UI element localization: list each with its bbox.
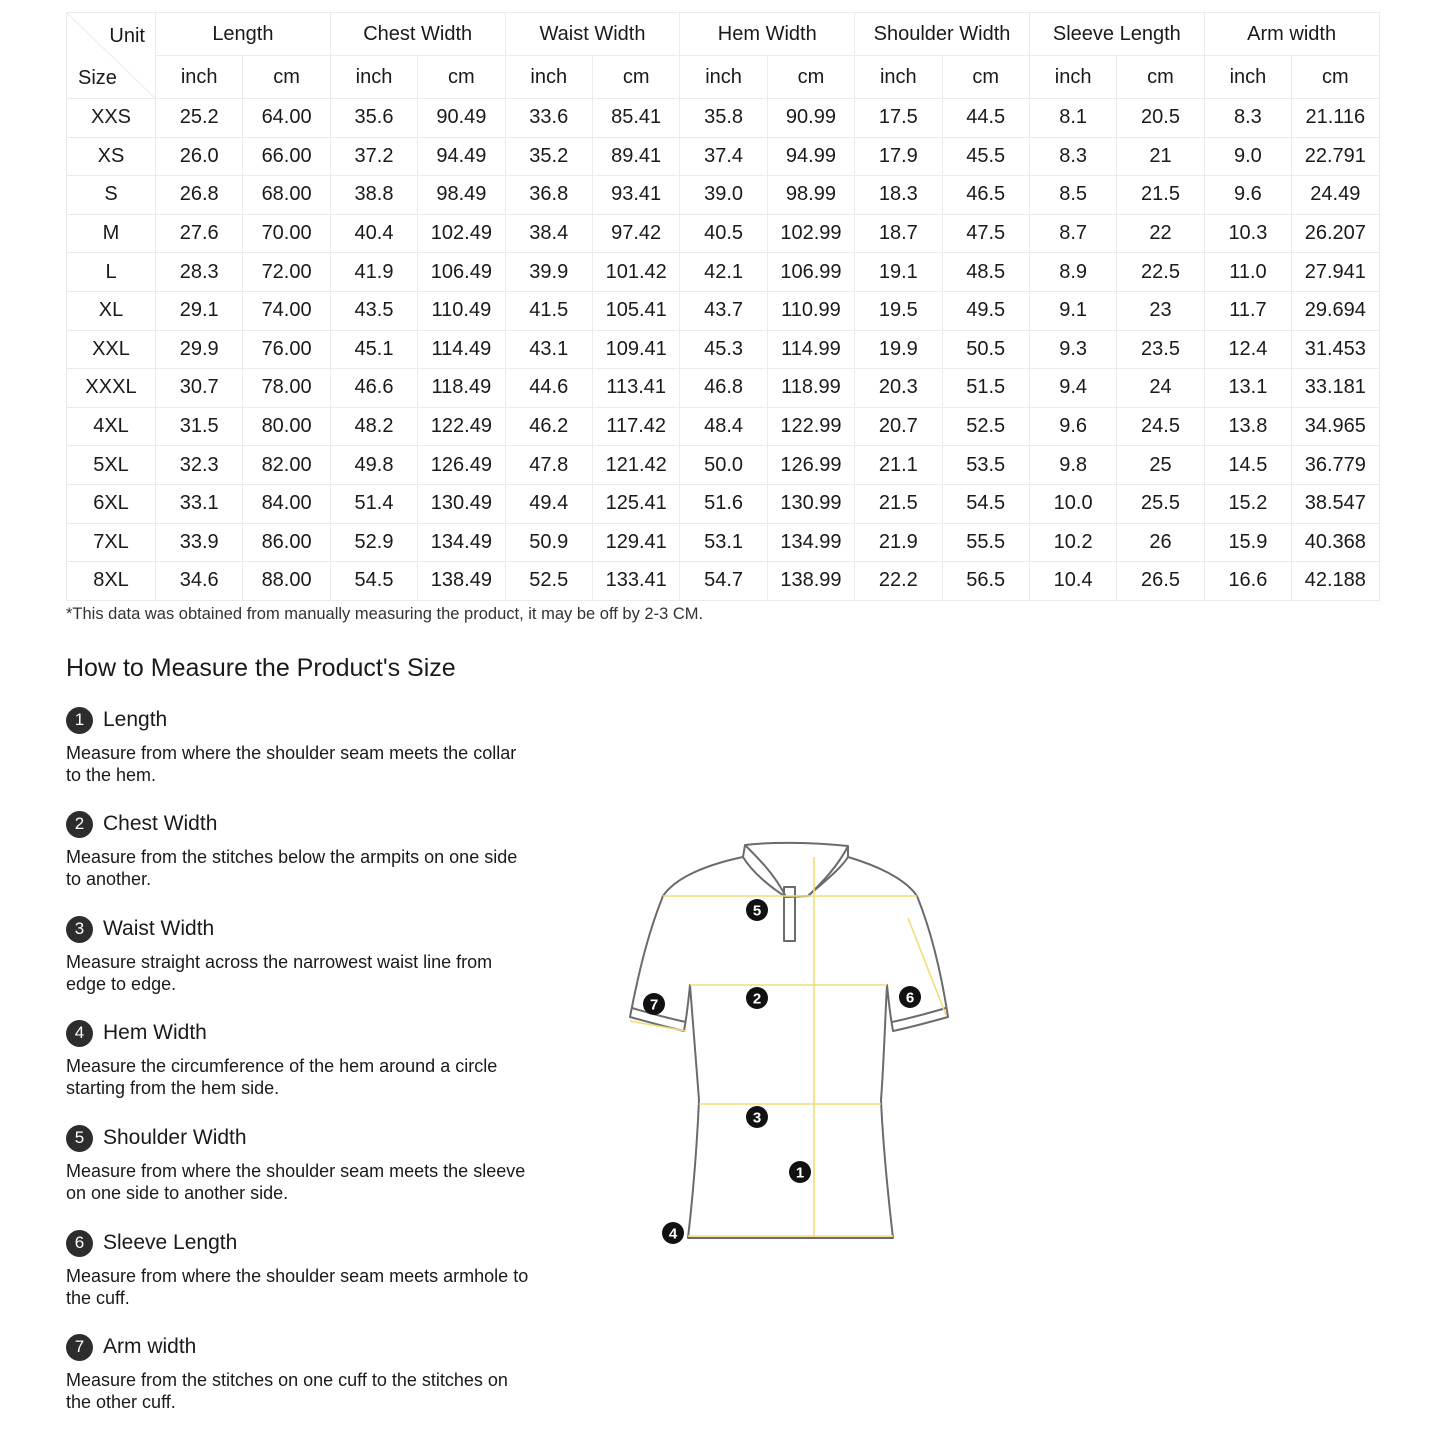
step-title: Chest Width xyxy=(103,812,218,835)
marker-2 xyxy=(746,987,768,1009)
measurement-cell: 50.5 xyxy=(942,330,1029,369)
measurement-cell: 37.4 xyxy=(680,137,767,176)
measurement-cell: 53.1 xyxy=(680,523,767,562)
measurement-cell: 8.7 xyxy=(1029,214,1116,253)
marker-6 xyxy=(899,986,921,1008)
measurement-cell: 129.41 xyxy=(592,523,679,562)
measurement-cell: 10.2 xyxy=(1029,523,1116,562)
marker-7 xyxy=(643,993,665,1015)
measurement-cell: 54.7 xyxy=(680,562,767,601)
size-row xyxy=(67,137,1380,176)
size-row xyxy=(67,369,1380,408)
measurement-cell: 25 xyxy=(1117,446,1204,485)
size-cell: XS xyxy=(67,137,156,176)
size-table-body xyxy=(67,99,1380,601)
measurement-cell: 10.0 xyxy=(1029,484,1116,523)
measurement-cell: 23.5 xyxy=(1117,330,1204,369)
unit-inch-header: inch xyxy=(1029,56,1116,99)
measurement-cell: 22.2 xyxy=(855,562,942,601)
unit-header-row xyxy=(67,56,1380,99)
measurement-cell: 34.965 xyxy=(1292,407,1379,446)
measurement-cell: 31.5 xyxy=(156,407,243,446)
measurement-cell: 26.207 xyxy=(1292,214,1379,253)
measurement-cell: 17.9 xyxy=(855,137,942,176)
measurement-cell: 27.6 xyxy=(156,214,243,253)
measurement-cell: 54.5 xyxy=(330,562,417,601)
measurement-cell: 9.3 xyxy=(1029,330,1116,369)
measurement-cell: 78.00 xyxy=(243,369,330,408)
size-cell: S xyxy=(67,176,156,215)
measurement-cell: 8.9 xyxy=(1029,253,1116,292)
measurement-cell: 12.4 xyxy=(1204,330,1291,369)
shirt-outline xyxy=(630,843,948,1238)
unit-label: Unit xyxy=(109,25,145,47)
measurement-cell: 33.181 xyxy=(1292,369,1379,408)
measurement-cell: 20.5 xyxy=(1117,99,1204,138)
measurement-cell: 48.4 xyxy=(680,407,767,446)
measurement-cell: 101.42 xyxy=(592,253,679,292)
guide-step-chest-width xyxy=(66,808,536,890)
measurement-cell: 27.941 xyxy=(1292,253,1379,292)
unit-cm-header: cm xyxy=(1117,56,1204,99)
column-header-arm-width: Arm width xyxy=(1204,13,1379,56)
measurement-cell: 85.41 xyxy=(592,99,679,138)
measurement-cell: 48.5 xyxy=(942,253,1029,292)
step-title: Sleeve Length xyxy=(103,1231,238,1254)
measurement-cell: 48.2 xyxy=(330,407,417,446)
measurement-cell: 70.00 xyxy=(243,214,330,253)
column-header-shoulder-width: Shoulder Width xyxy=(855,13,1030,56)
size-chart-table xyxy=(66,12,1380,601)
measurement-cell: 29.694 xyxy=(1292,291,1379,330)
measurement-cell: 134.49 xyxy=(418,523,505,562)
measurement-cell: 39.9 xyxy=(505,253,592,292)
measurement-cell: 26.8 xyxy=(156,176,243,215)
measurement-cell: 18.7 xyxy=(855,214,942,253)
measurement-header-row xyxy=(67,13,1380,56)
size-cell: 4XL xyxy=(67,407,156,446)
measurement-cell: 93.41 xyxy=(592,176,679,215)
measurement-cell: 51.5 xyxy=(942,369,1029,408)
step-number-badge: 4 xyxy=(66,1020,93,1047)
measurement-cell: 34.6 xyxy=(156,562,243,601)
step-description: Measure from where the shoulder seam meets the collar to the hem. xyxy=(66,743,517,785)
size-cell: XL xyxy=(67,291,156,330)
measurement-cell: 114.49 xyxy=(418,330,505,369)
step-number-badge: 7 xyxy=(66,1334,93,1361)
column-header-sleeve-length: Sleeve Length xyxy=(1029,13,1204,56)
step-title: Arm width xyxy=(103,1335,197,1358)
measurement-cell: 47.5 xyxy=(942,214,1029,253)
size-row xyxy=(67,291,1380,330)
measurement-cell: 13.8 xyxy=(1204,407,1291,446)
measurement-cell: 90.99 xyxy=(767,99,854,138)
measurement-cell: 122.49 xyxy=(418,407,505,446)
marker-3 xyxy=(746,1106,768,1128)
measurement-cell: 43.7 xyxy=(680,291,767,330)
measurement-cell: 89.41 xyxy=(592,137,679,176)
measurement-cell: 20.7 xyxy=(855,407,942,446)
measurement-cell: 11.0 xyxy=(1204,253,1291,292)
svg-text:4: 4 xyxy=(668,1225,678,1243)
measurement-cell: 46.6 xyxy=(330,369,417,408)
unit-size-corner-cell xyxy=(67,13,156,99)
measurement-cell: 39.0 xyxy=(680,176,767,215)
guide-step-arm-width xyxy=(66,1331,536,1413)
size-row xyxy=(67,562,1380,601)
measurement-cell: 53.5 xyxy=(942,446,1029,485)
size-cell: XXL xyxy=(67,330,156,369)
measurement-cell: 31.453 xyxy=(1292,330,1379,369)
measurement-cell: 55.5 xyxy=(942,523,1029,562)
measurement-cell: 50.0 xyxy=(680,446,767,485)
step-number-badge: 5 xyxy=(66,1125,93,1152)
measurement-cell: 17.5 xyxy=(855,99,942,138)
measurement-cell: 8.3 xyxy=(1029,137,1116,176)
step-description: Measure straight across the narrowest waist line from edge to edge. xyxy=(66,952,493,994)
measurement-cell: 43.5 xyxy=(330,291,417,330)
size-cell: XXS xyxy=(67,99,156,138)
guide-step-length xyxy=(66,704,536,786)
column-header-chest-width: Chest Width xyxy=(330,13,505,56)
measurement-cell: 110.49 xyxy=(418,291,505,330)
measurement-cell: 138.49 xyxy=(418,562,505,601)
measurement-cell: 43.1 xyxy=(505,330,592,369)
svg-text:3: 3 xyxy=(752,1109,762,1127)
measurement-cell: 19.5 xyxy=(855,291,942,330)
measurement-cell: 25.5 xyxy=(1117,484,1204,523)
size-label: Size xyxy=(78,67,117,89)
measurement-cell: 30.7 xyxy=(156,369,243,408)
measurement-cell: 94.99 xyxy=(767,137,854,176)
measurement-cell: 56.5 xyxy=(942,562,1029,601)
marker-5 xyxy=(746,899,768,921)
measurement-cell: 8.5 xyxy=(1029,176,1116,215)
measurement-cell: 76.00 xyxy=(243,330,330,369)
measurement-cell: 45.1 xyxy=(330,330,417,369)
measurement-cell: 41.5 xyxy=(505,291,592,330)
measurement-cell: 105.41 xyxy=(592,291,679,330)
measurement-cell: 44.6 xyxy=(505,369,592,408)
measurement-cell: 9.6 xyxy=(1029,407,1116,446)
measurement-cell: 15.2 xyxy=(1204,484,1291,523)
measurement-cell: 21.1 xyxy=(855,446,942,485)
size-row xyxy=(67,484,1380,523)
size-cell: XXXL xyxy=(67,369,156,408)
measurement-cell: 21.5 xyxy=(855,484,942,523)
svg-text:1: 1 xyxy=(795,1164,805,1182)
measurement-cell: 16.6 xyxy=(1204,562,1291,601)
measurement-cell: 35.8 xyxy=(680,99,767,138)
measurement-cell: 49.4 xyxy=(505,484,592,523)
unit-cm-header: cm xyxy=(592,56,679,99)
step-title: Shoulder Width xyxy=(103,1126,247,1149)
measurement-cell: 51.6 xyxy=(680,484,767,523)
measurement-cell: 11.7 xyxy=(1204,291,1291,330)
size-cell: 6XL xyxy=(67,484,156,523)
measurement-cell: 9.4 xyxy=(1029,369,1116,408)
measurement-cell: 52.5 xyxy=(942,407,1029,446)
measurement-cell: 114.99 xyxy=(767,330,854,369)
measurement-guides xyxy=(630,857,946,1236)
measurement-cell: 44.5 xyxy=(942,99,1029,138)
measurement-cell: 134.99 xyxy=(767,523,854,562)
unit-cm-header: cm xyxy=(1292,56,1379,99)
measurement-cell: 38.8 xyxy=(330,176,417,215)
measurement-cell: 41.9 xyxy=(330,253,417,292)
measurement-cell: 9.0 xyxy=(1204,137,1291,176)
step-description: Measure the circumference of the hem around a circle starting from the hem side. xyxy=(66,1056,498,1098)
column-header-waist-width: Waist Width xyxy=(505,13,680,56)
step-description: Measure from where the shoulder seam meets armhole to the cuff. xyxy=(66,1266,529,1308)
measurement-cell: 52.5 xyxy=(505,562,592,601)
unit-inch-header: inch xyxy=(1204,56,1291,99)
size-cell: L xyxy=(67,253,156,292)
measurement-cell: 15.9 xyxy=(1204,523,1291,562)
measurement-cell: 138.99 xyxy=(767,562,854,601)
measurement-cell: 19.9 xyxy=(855,330,942,369)
measurement-cell: 125.41 xyxy=(592,484,679,523)
measurement-cell: 88.00 xyxy=(243,562,330,601)
measurement-cell: 35.6 xyxy=(330,99,417,138)
measurement-cell: 46.8 xyxy=(680,369,767,408)
unit-inch-header: inch xyxy=(680,56,767,99)
measurement-cell: 26.0 xyxy=(156,137,243,176)
svg-text:5: 5 xyxy=(752,902,762,920)
step-description: Measure from the stitches below the armpits on one side to another. xyxy=(66,847,518,889)
measurement-cell: 50.9 xyxy=(505,523,592,562)
step-description: Measure from the stitches on one cuff to the stitches on the other cuff. xyxy=(66,1370,508,1412)
column-header-length: Length xyxy=(156,13,331,56)
measurement-cell: 8.3 xyxy=(1204,99,1291,138)
measurement-cell: 68.00 xyxy=(243,176,330,215)
measurement-cell: 42.1 xyxy=(680,253,767,292)
measurement-cell: 40.368 xyxy=(1292,523,1379,562)
measurement-cell: 64.00 xyxy=(243,99,330,138)
measurement-cell: 86.00 xyxy=(243,523,330,562)
measurement-cell: 9.1 xyxy=(1029,291,1116,330)
measurement-cell: 52.9 xyxy=(330,523,417,562)
measurement-cell: 10.4 xyxy=(1029,562,1116,601)
measurement-cell: 36.8 xyxy=(505,176,592,215)
measurement-cell: 24 xyxy=(1117,369,1204,408)
measurement-cell: 118.99 xyxy=(767,369,854,408)
measurement-cell: 117.42 xyxy=(592,407,679,446)
measurement-cell: 106.99 xyxy=(767,253,854,292)
size-cell: M xyxy=(67,214,156,253)
size-row xyxy=(67,214,1380,253)
measurement-cell: 118.49 xyxy=(418,369,505,408)
unit-inch-header: inch xyxy=(855,56,942,99)
guide-step-waist-width xyxy=(66,913,536,995)
measurement-cell: 40.4 xyxy=(330,214,417,253)
measurement-cell: 42.188 xyxy=(1292,562,1379,601)
size-cell: 5XL xyxy=(67,446,156,485)
measurement-cell: 21.116 xyxy=(1292,99,1379,138)
measurement-cell: 14.5 xyxy=(1204,446,1291,485)
measurement-cell: 24.49 xyxy=(1292,176,1379,215)
unit-cm-header: cm xyxy=(942,56,1029,99)
step-description: Measure from where the shoulder seam meets the sleeve on one side to another side. xyxy=(66,1161,526,1203)
measurement-cell: 28.3 xyxy=(156,253,243,292)
measurement-disclaimer: *This data was obtained from manually measuring the product, it may be off by 2-3 CM. xyxy=(66,605,704,623)
step-number-badge: 2 xyxy=(66,811,93,838)
measurement-cell: 35.2 xyxy=(505,137,592,176)
guide-step-shoulder-width xyxy=(66,1122,536,1204)
measurement-cell: 37.2 xyxy=(330,137,417,176)
measurement-cell: 106.49 xyxy=(418,253,505,292)
measurement-cell: 19.1 xyxy=(855,253,942,292)
measurement-cell: 26 xyxy=(1117,523,1204,562)
measurement-cell: 113.41 xyxy=(592,369,679,408)
svg-text:2: 2 xyxy=(752,990,762,1008)
size-row xyxy=(67,253,1380,292)
column-header-hem-width: Hem Width xyxy=(680,13,855,56)
svg-text:7: 7 xyxy=(649,996,659,1014)
measurement-cell: 133.41 xyxy=(592,562,679,601)
step-title: Waist Width xyxy=(103,917,215,940)
size-row xyxy=(67,176,1380,215)
measurement-cell: 26.5 xyxy=(1117,562,1204,601)
guide-step-sleeve-length xyxy=(66,1227,536,1309)
measurement-cell: 94.49 xyxy=(418,137,505,176)
measurement-cell: 49.8 xyxy=(330,446,417,485)
measurement-cell: 33.9 xyxy=(156,523,243,562)
measurement-cell: 130.99 xyxy=(767,484,854,523)
measurement-cell: 32.3 xyxy=(156,446,243,485)
measure-guide-title: How to Measure the Product's Size xyxy=(66,654,456,682)
unit-cm-header: cm xyxy=(767,56,854,99)
measurement-cell: 130.49 xyxy=(418,484,505,523)
measurement-cell: 33.6 xyxy=(505,99,592,138)
measurement-cell: 98.99 xyxy=(767,176,854,215)
measurement-cell: 126.49 xyxy=(418,446,505,485)
unit-cm-header: cm xyxy=(243,56,330,99)
measurement-cell: 74.00 xyxy=(243,291,330,330)
marker-4 xyxy=(662,1222,684,1244)
measurement-cell: 72.00 xyxy=(243,253,330,292)
step-number-badge: 1 xyxy=(66,707,93,734)
measurement-cell: 38.4 xyxy=(505,214,592,253)
measurement-cell: 10.3 xyxy=(1204,214,1291,253)
size-row xyxy=(67,523,1380,562)
size-row xyxy=(67,407,1380,446)
measurement-cell: 29.9 xyxy=(156,330,243,369)
step-title: Length xyxy=(103,708,168,731)
measurement-cell: 22 xyxy=(1117,214,1204,253)
measurement-cell: 21 xyxy=(1117,137,1204,176)
size-cell: 8XL xyxy=(67,562,156,601)
measurement-cell: 22.791 xyxy=(1292,137,1379,176)
measurement-cell: 80.00 xyxy=(243,407,330,446)
measurement-cell: 98.49 xyxy=(418,176,505,215)
measurement-cell: 97.42 xyxy=(592,214,679,253)
measurement-cell: 84.00 xyxy=(243,484,330,523)
polo-shirt-icon xyxy=(620,835,960,1255)
measurement-cell: 110.99 xyxy=(767,291,854,330)
measurement-cell: 9.6 xyxy=(1204,176,1291,215)
size-cell: 7XL xyxy=(67,523,156,562)
measurement-cell: 45.5 xyxy=(942,137,1029,176)
measurement-cell: 126.99 xyxy=(767,446,854,485)
guide-step-hem-width xyxy=(66,1017,536,1099)
measurement-cell: 51.4 xyxy=(330,484,417,523)
measurement-cell: 102.99 xyxy=(767,214,854,253)
measurement-cell: 9.8 xyxy=(1029,446,1116,485)
unit-inch-header: inch xyxy=(330,56,417,99)
step-number-badge: 3 xyxy=(66,916,93,943)
measurement-cell: 82.00 xyxy=(243,446,330,485)
step-title: Hem Width xyxy=(103,1021,207,1044)
measurement-cell: 102.49 xyxy=(418,214,505,253)
measurement-cell: 45.3 xyxy=(680,330,767,369)
measurement-cell: 25.2 xyxy=(156,99,243,138)
measurement-cell: 21.5 xyxy=(1117,176,1204,215)
step-number-badge: 6 xyxy=(66,1230,93,1257)
measurement-cell: 18.3 xyxy=(855,176,942,215)
size-row xyxy=(67,99,1380,138)
measurement-cell: 46.2 xyxy=(505,407,592,446)
measurement-cell: 33.1 xyxy=(156,484,243,523)
measurement-cell: 47.8 xyxy=(505,446,592,485)
size-row xyxy=(67,330,1380,369)
svg-text:6: 6 xyxy=(905,989,915,1007)
measurement-cell: 8.1 xyxy=(1029,99,1116,138)
measurement-cell: 36.779 xyxy=(1292,446,1379,485)
measurement-cell: 29.1 xyxy=(156,291,243,330)
measurement-cell: 46.5 xyxy=(942,176,1029,215)
measurement-cell: 13.1 xyxy=(1204,369,1291,408)
measurement-cell: 40.5 xyxy=(680,214,767,253)
measurement-cell: 24.5 xyxy=(1117,407,1204,446)
unit-inch-header: inch xyxy=(156,56,243,99)
measurement-cell: 90.49 xyxy=(418,99,505,138)
unit-cm-header: cm xyxy=(418,56,505,99)
measurement-cell: 38.547 xyxy=(1292,484,1379,523)
measurement-cell: 54.5 xyxy=(942,484,1029,523)
size-row xyxy=(67,446,1380,485)
measurement-cell: 109.41 xyxy=(592,330,679,369)
measurement-cell: 122.99 xyxy=(767,407,854,446)
measurement-cell: 66.00 xyxy=(243,137,330,176)
measurement-cell: 21.9 xyxy=(855,523,942,562)
measurement-cell: 20.3 xyxy=(855,369,942,408)
marker-1 xyxy=(789,1161,811,1183)
measurement-cell: 22.5 xyxy=(1117,253,1204,292)
measurement-cell: 23 xyxy=(1117,291,1204,330)
measurement-cell: 121.42 xyxy=(592,446,679,485)
measurement-cell: 49.5 xyxy=(942,291,1029,330)
unit-inch-header: inch xyxy=(505,56,592,99)
